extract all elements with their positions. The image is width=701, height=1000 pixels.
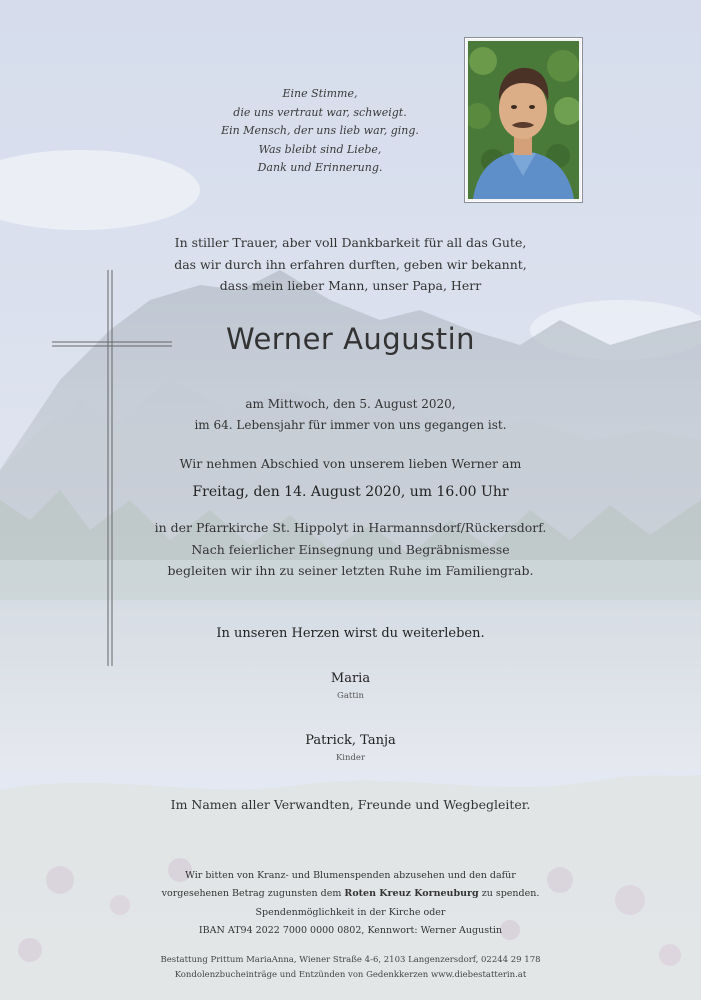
poem-line: Eine Stimme,: [282, 87, 358, 100]
farewell-text: Wir nehmen Abschied von unserem lieben Werner am: [179, 456, 522, 471]
relative-name: Maria: [330, 671, 371, 686]
motto: In unseren Herzen wirst du weiterleben.: [216, 626, 485, 641]
footer: [0, 953, 701, 983]
donation-line: Wir bitten von Kranz- und Blumenspenden abzusehen und den dafür: [185, 870, 516, 881]
donation-recipient: Roten Kreuz Korneuburg: [344, 888, 479, 900]
donation-text: vorgesehenen Betrag zugunsten dem: [161, 888, 345, 900]
donation-text: zu spenden.: [478, 888, 540, 900]
relative-role: Gattin: [337, 691, 364, 701]
death-info: [0, 394, 701, 435]
relative-name: Patrick, Tanja: [305, 733, 396, 748]
funeral-detail-line: in der Pfarrkirche St. Hippolyt in Harmannsdorf/Rückersdorf.: [154, 520, 547, 535]
intro-text: [0, 232, 701, 297]
portrait-photo: [468, 41, 579, 199]
condolence-link[interactable]: Kondolenzbucheinträge und Entzünden von Gedenkkerzen www.diebestatterin.at: [174, 970, 527, 980]
relative-role: Kinder: [335, 753, 366, 763]
funeral-details: [0, 517, 701, 582]
donation-line: Spendenmöglichkeit in der Kirche oder: [255, 906, 446, 918]
poem-line: Ein Mensch, der uns lieb war, ging.: [221, 124, 419, 137]
death-line: im 64. Lebensjahr für immer von uns gegangen ist.: [194, 417, 507, 432]
donation-iban: IBAN AT94 2022 7000 0000 0802, Kennwort: Werner Augustin: [198, 924, 503, 936]
portrait-photo-frame: [464, 37, 583, 203]
closing-text: Im Namen aller Verwandten, Freunde und Wegbegleiter.: [170, 797, 531, 812]
relative-entry: [0, 733, 701, 763]
intro-line: In stiller Trauer, aber voll Dankbarkeit für all das Gute,: [174, 235, 527, 250]
funeral-date: Freitag, den 14. August 2020, um 16.00 Uhr: [192, 484, 509, 500]
poem-line: Dank und Erinnerung.: [257, 161, 383, 174]
intro-line: das wir durch ihn erfahren durften, geben wir bekannt,: [174, 256, 527, 272]
deceased-name: Werner Augustin: [225, 322, 475, 356]
poem-line: Was bleibt sind Liebe,: [258, 142, 382, 156]
funeral-home-address: Bestattung Prittum MariaAnna, Wiener Straße 4-6, 2103 Langenzersdorf, 02244 29 178: [160, 955, 541, 965]
relative-entry: [0, 671, 701, 701]
intro-line: dass mein lieber Mann, unser Papa, Herr: [219, 278, 482, 293]
funeral-detail-line: begleiten wir ihn zu seiner letzten Ruhe im Familiengrab.: [167, 563, 534, 578]
death-line: am Mittwoch, den 5. August 2020,: [245, 397, 456, 411]
funeral-detail-line: Nach feierlicher Einsegnung und Begräbnismesse: [191, 541, 510, 557]
donation-line: [0, 885, 701, 903]
poem-line: die uns vertraut war, schweigt.: [233, 105, 407, 119]
poem: [220, 85, 420, 178]
donation-notice: [0, 867, 701, 940]
